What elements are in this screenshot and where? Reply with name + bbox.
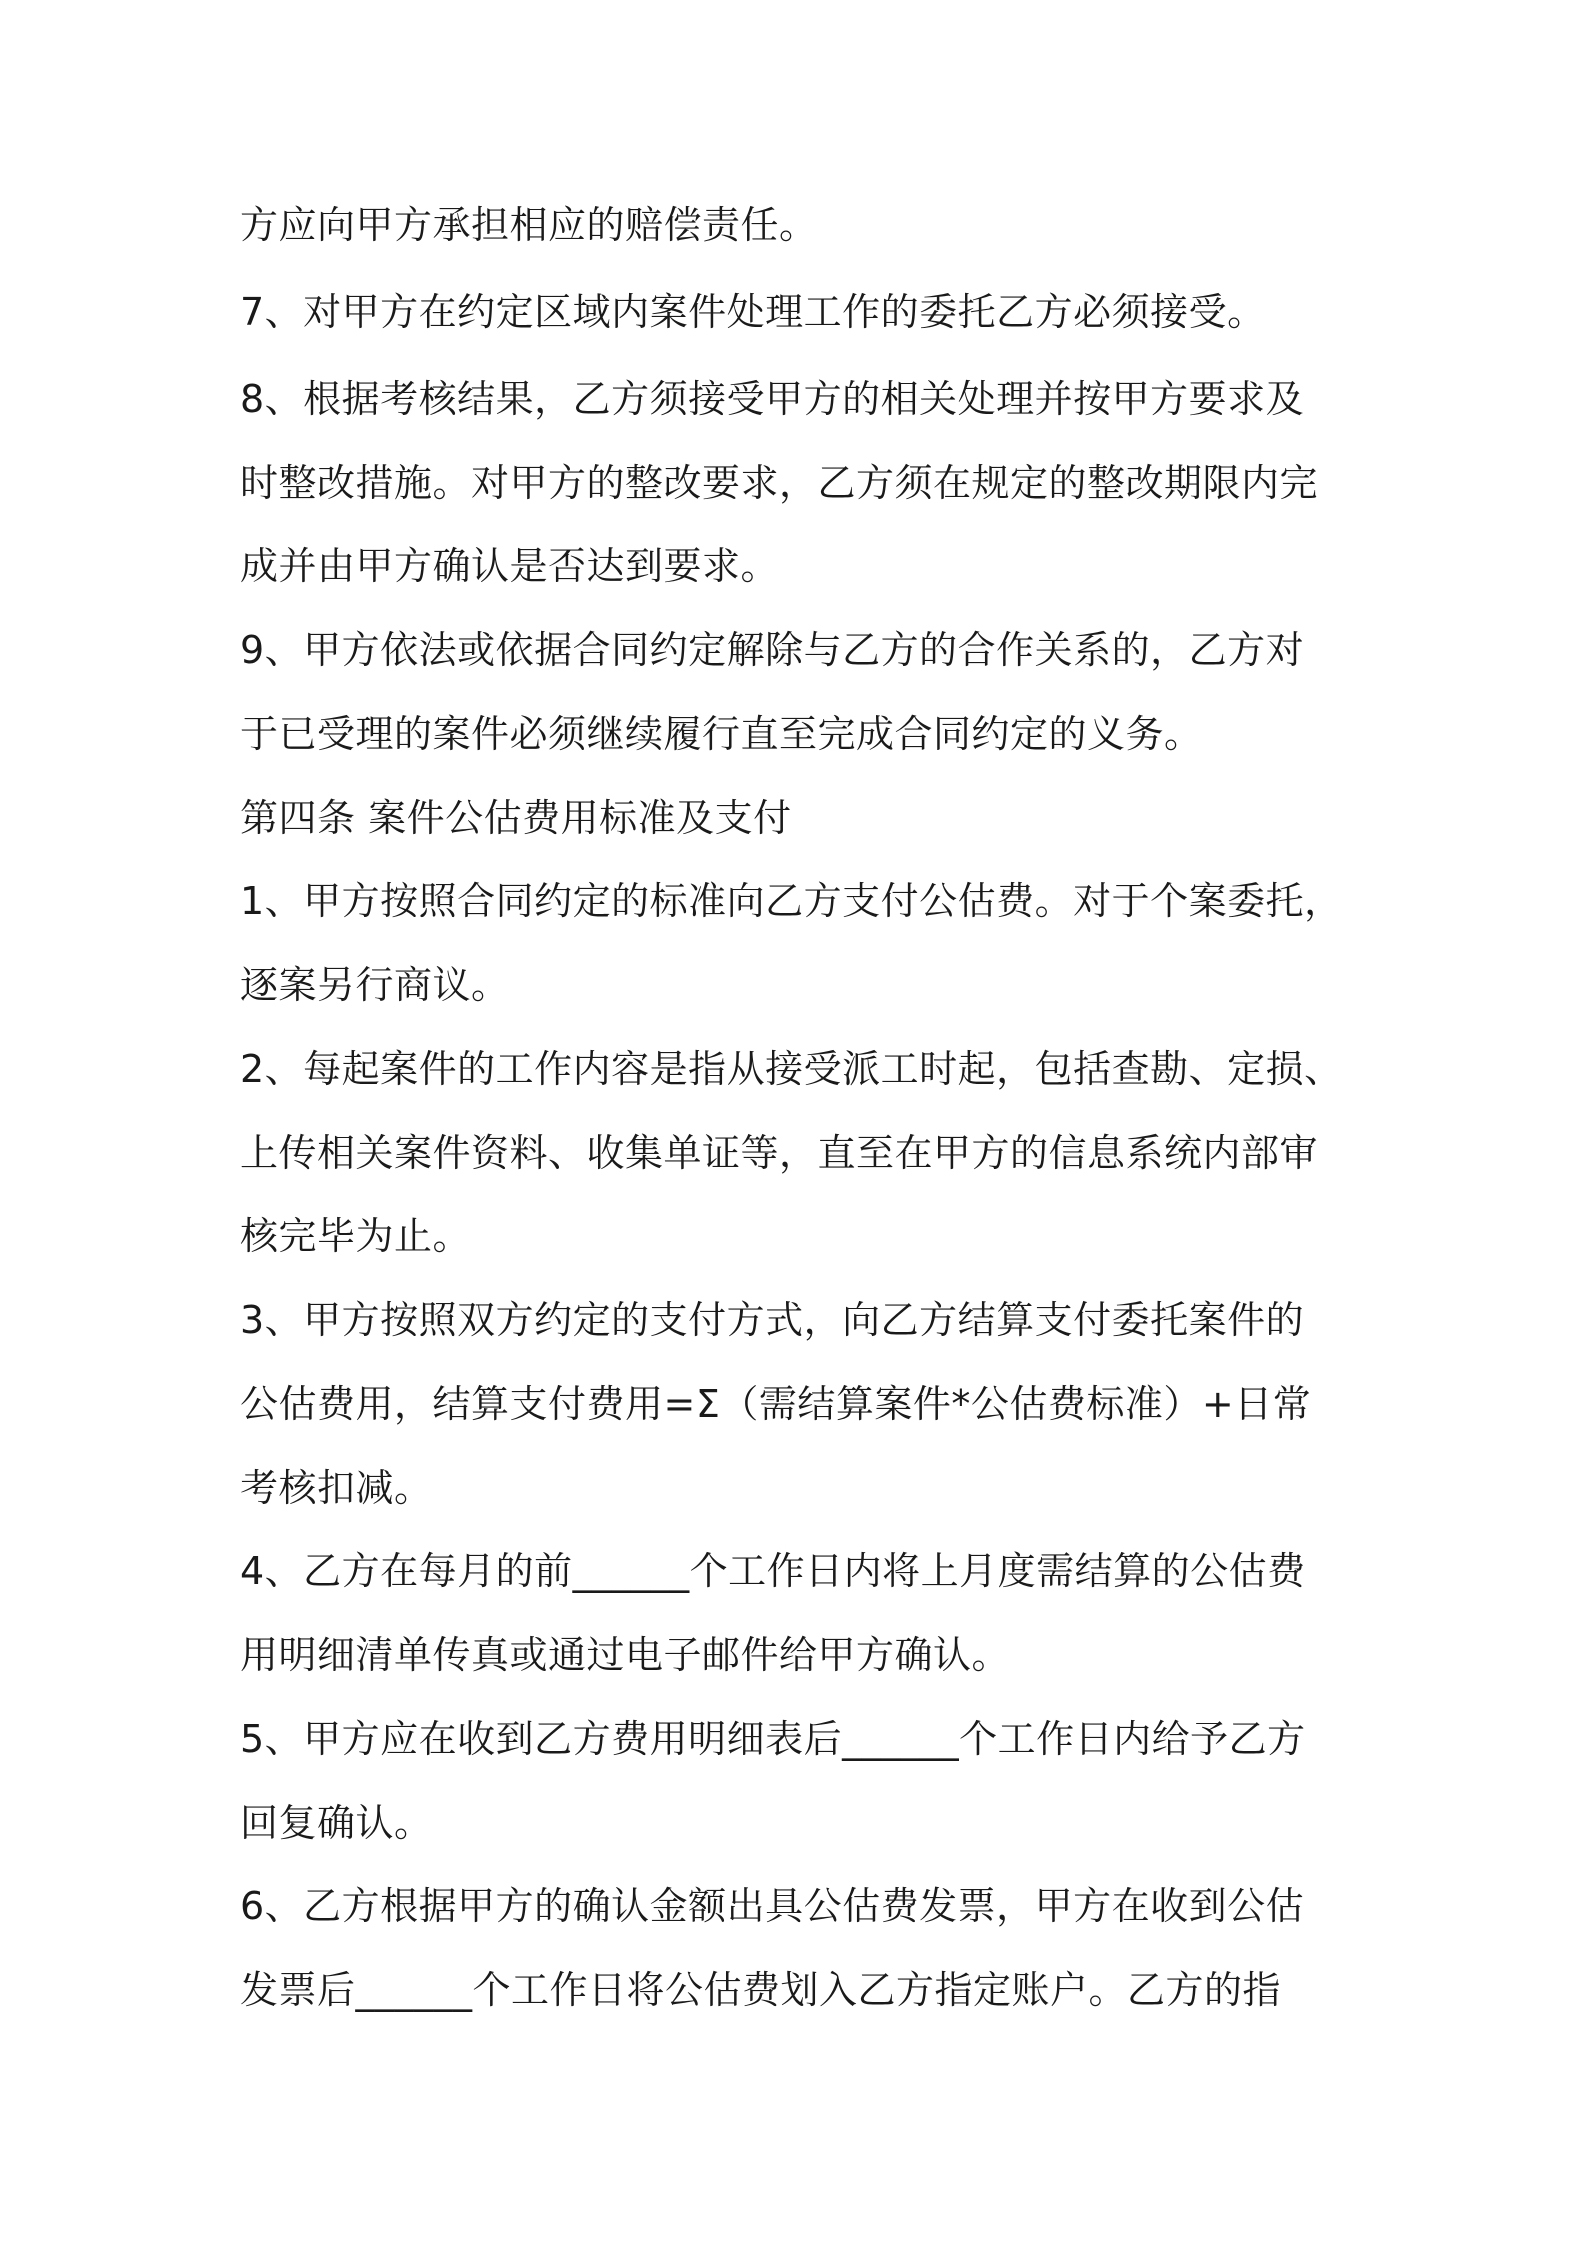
text-line: 考核扣减。 [240, 1466, 433, 1510]
text-line: 方应向甲方承担相应的赔偿责任。 [240, 203, 818, 247]
text-line: 用明细清单传真或通过电子邮件给甲方确认。 [240, 1633, 1011, 1677]
text-line: 时整改措施。对甲方的整改要求，乙方须在规定的整改期限内完 [240, 461, 1319, 505]
text-line: 8、根据考核结果，乙方须接受甲方的相关处理并按甲方要求及 [240, 377, 1305, 421]
text-line: 4、乙方在每月的前______个工作日内将上月度需结算的公估费 [240, 1549, 1306, 1593]
text-line: 3、甲方按照双方约定的支付方式，向乙方结算支付委托案件的 [240, 1298, 1305, 1342]
text-line: 于已受理的案件必须继续履行直至完成合同约定的义务。 [240, 712, 1203, 756]
section-heading: 第四条 案件公估费用标准及支付 [240, 796, 792, 840]
text-line: 9、甲方依法或依据合同约定解除与乙方的合作关系的，乙方对 [240, 628, 1305, 672]
text-line: 公估费用，结算支付费用=Σ（需结算案件*公估费标准）+日常 [240, 1382, 1312, 1426]
text-line: 回复确认。 [240, 1801, 433, 1845]
text-line: 逐案另行商议。 [240, 963, 510, 1007]
text-line: 发票后______个工作日将公估费划入乙方指定账户。乙方的指 [240, 1968, 1282, 2012]
text-line: 上传相关案件资料、收集单证等，直至在甲方的信息系统内部审 [240, 1131, 1319, 1175]
text-line: 6、乙方根据甲方的确认金额出具公估费发票，甲方在收到公估 [240, 1884, 1305, 1928]
text-line: 1、甲方按照合同约定的标准向乙方支付公估费。对于个案委托， [240, 879, 1343, 923]
text-line: 7、对甲方在约定区域内案件处理工作的委托乙方必须接受。 [240, 290, 1266, 334]
text-line: 5、甲方应在收到乙方费用明细表后______个工作日内给予乙方 [240, 1717, 1306, 1761]
text-line: 核完毕为止。 [240, 1214, 472, 1258]
text-line: 2、每起案件的工作内容是指从接受派工时起，包括查勘、定损、 [240, 1047, 1343, 1091]
text-line: 成并由甲方确认是否达到要求。 [240, 544, 780, 588]
